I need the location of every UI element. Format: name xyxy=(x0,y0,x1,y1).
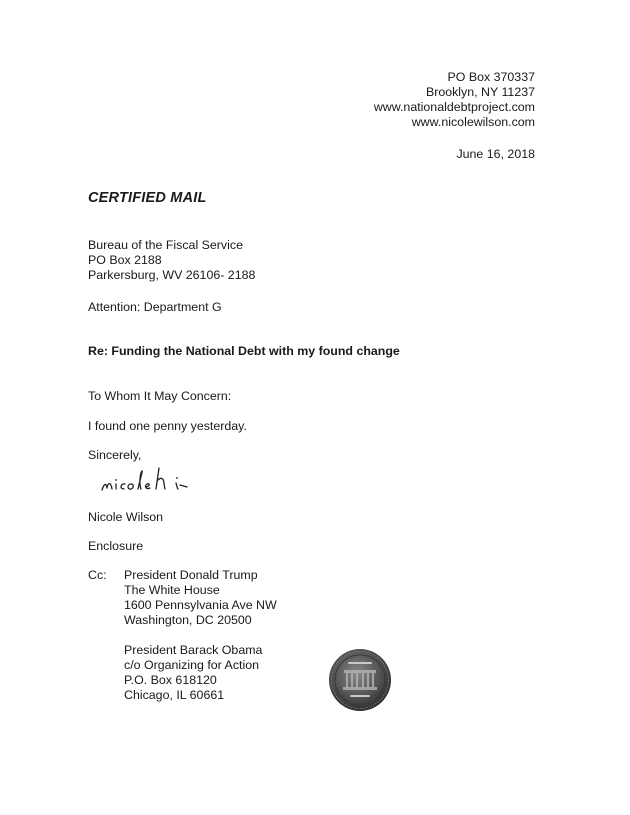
return-address-line: www.nationaldebtproject.com xyxy=(373,100,535,114)
return-address-line: PO Box 370337 xyxy=(447,70,535,84)
letter-date: June 16, 2018 xyxy=(456,147,535,161)
cc-line: President Donald Trump xyxy=(124,568,258,582)
signature xyxy=(98,462,228,502)
return-address-line: Brooklyn, NY 11237 xyxy=(425,85,535,99)
cc-label: Cc: xyxy=(88,568,107,582)
attention-line: Attention: Department G xyxy=(88,300,222,314)
letter-body: I found one penny yesterday. xyxy=(88,419,247,433)
cc-line: The White House xyxy=(124,583,220,597)
cc-line: Chicago, IL 60661 xyxy=(124,688,225,702)
cc-line: P.O. Box 618120 xyxy=(124,673,217,687)
cc-line: Washington, DC 20500 xyxy=(124,613,252,627)
recipient-line: Parkersburg, WV 26106- 2188 xyxy=(88,268,256,282)
cc-recipient xyxy=(124,568,277,628)
salutation: To Whom It May Concern: xyxy=(88,389,232,403)
cc-line: President Barack Obama xyxy=(124,643,263,657)
certified-mail-heading: CERTIFIED MAIL xyxy=(88,190,207,206)
recipient-address xyxy=(88,238,255,283)
cc-line: 1600 Pennsylvania Ave NW xyxy=(124,598,277,612)
recipient-line: Bureau of the Fiscal Service xyxy=(88,238,243,252)
recipient-line: PO Box 2188 xyxy=(88,253,162,267)
subject-line: Re: Funding the National Debt with my found change xyxy=(88,344,400,358)
cc-line: c/o Organizing for Action xyxy=(124,658,259,672)
coin-icon xyxy=(328,648,392,712)
enclosure-note: Enclosure xyxy=(88,539,144,553)
sender-name: Nicole Wilson xyxy=(88,510,164,524)
closing: Sincerely, xyxy=(88,448,142,462)
return-address xyxy=(374,70,535,130)
return-address-line: www.nicolewilson.com xyxy=(411,115,535,129)
cc-recipient xyxy=(124,643,262,703)
